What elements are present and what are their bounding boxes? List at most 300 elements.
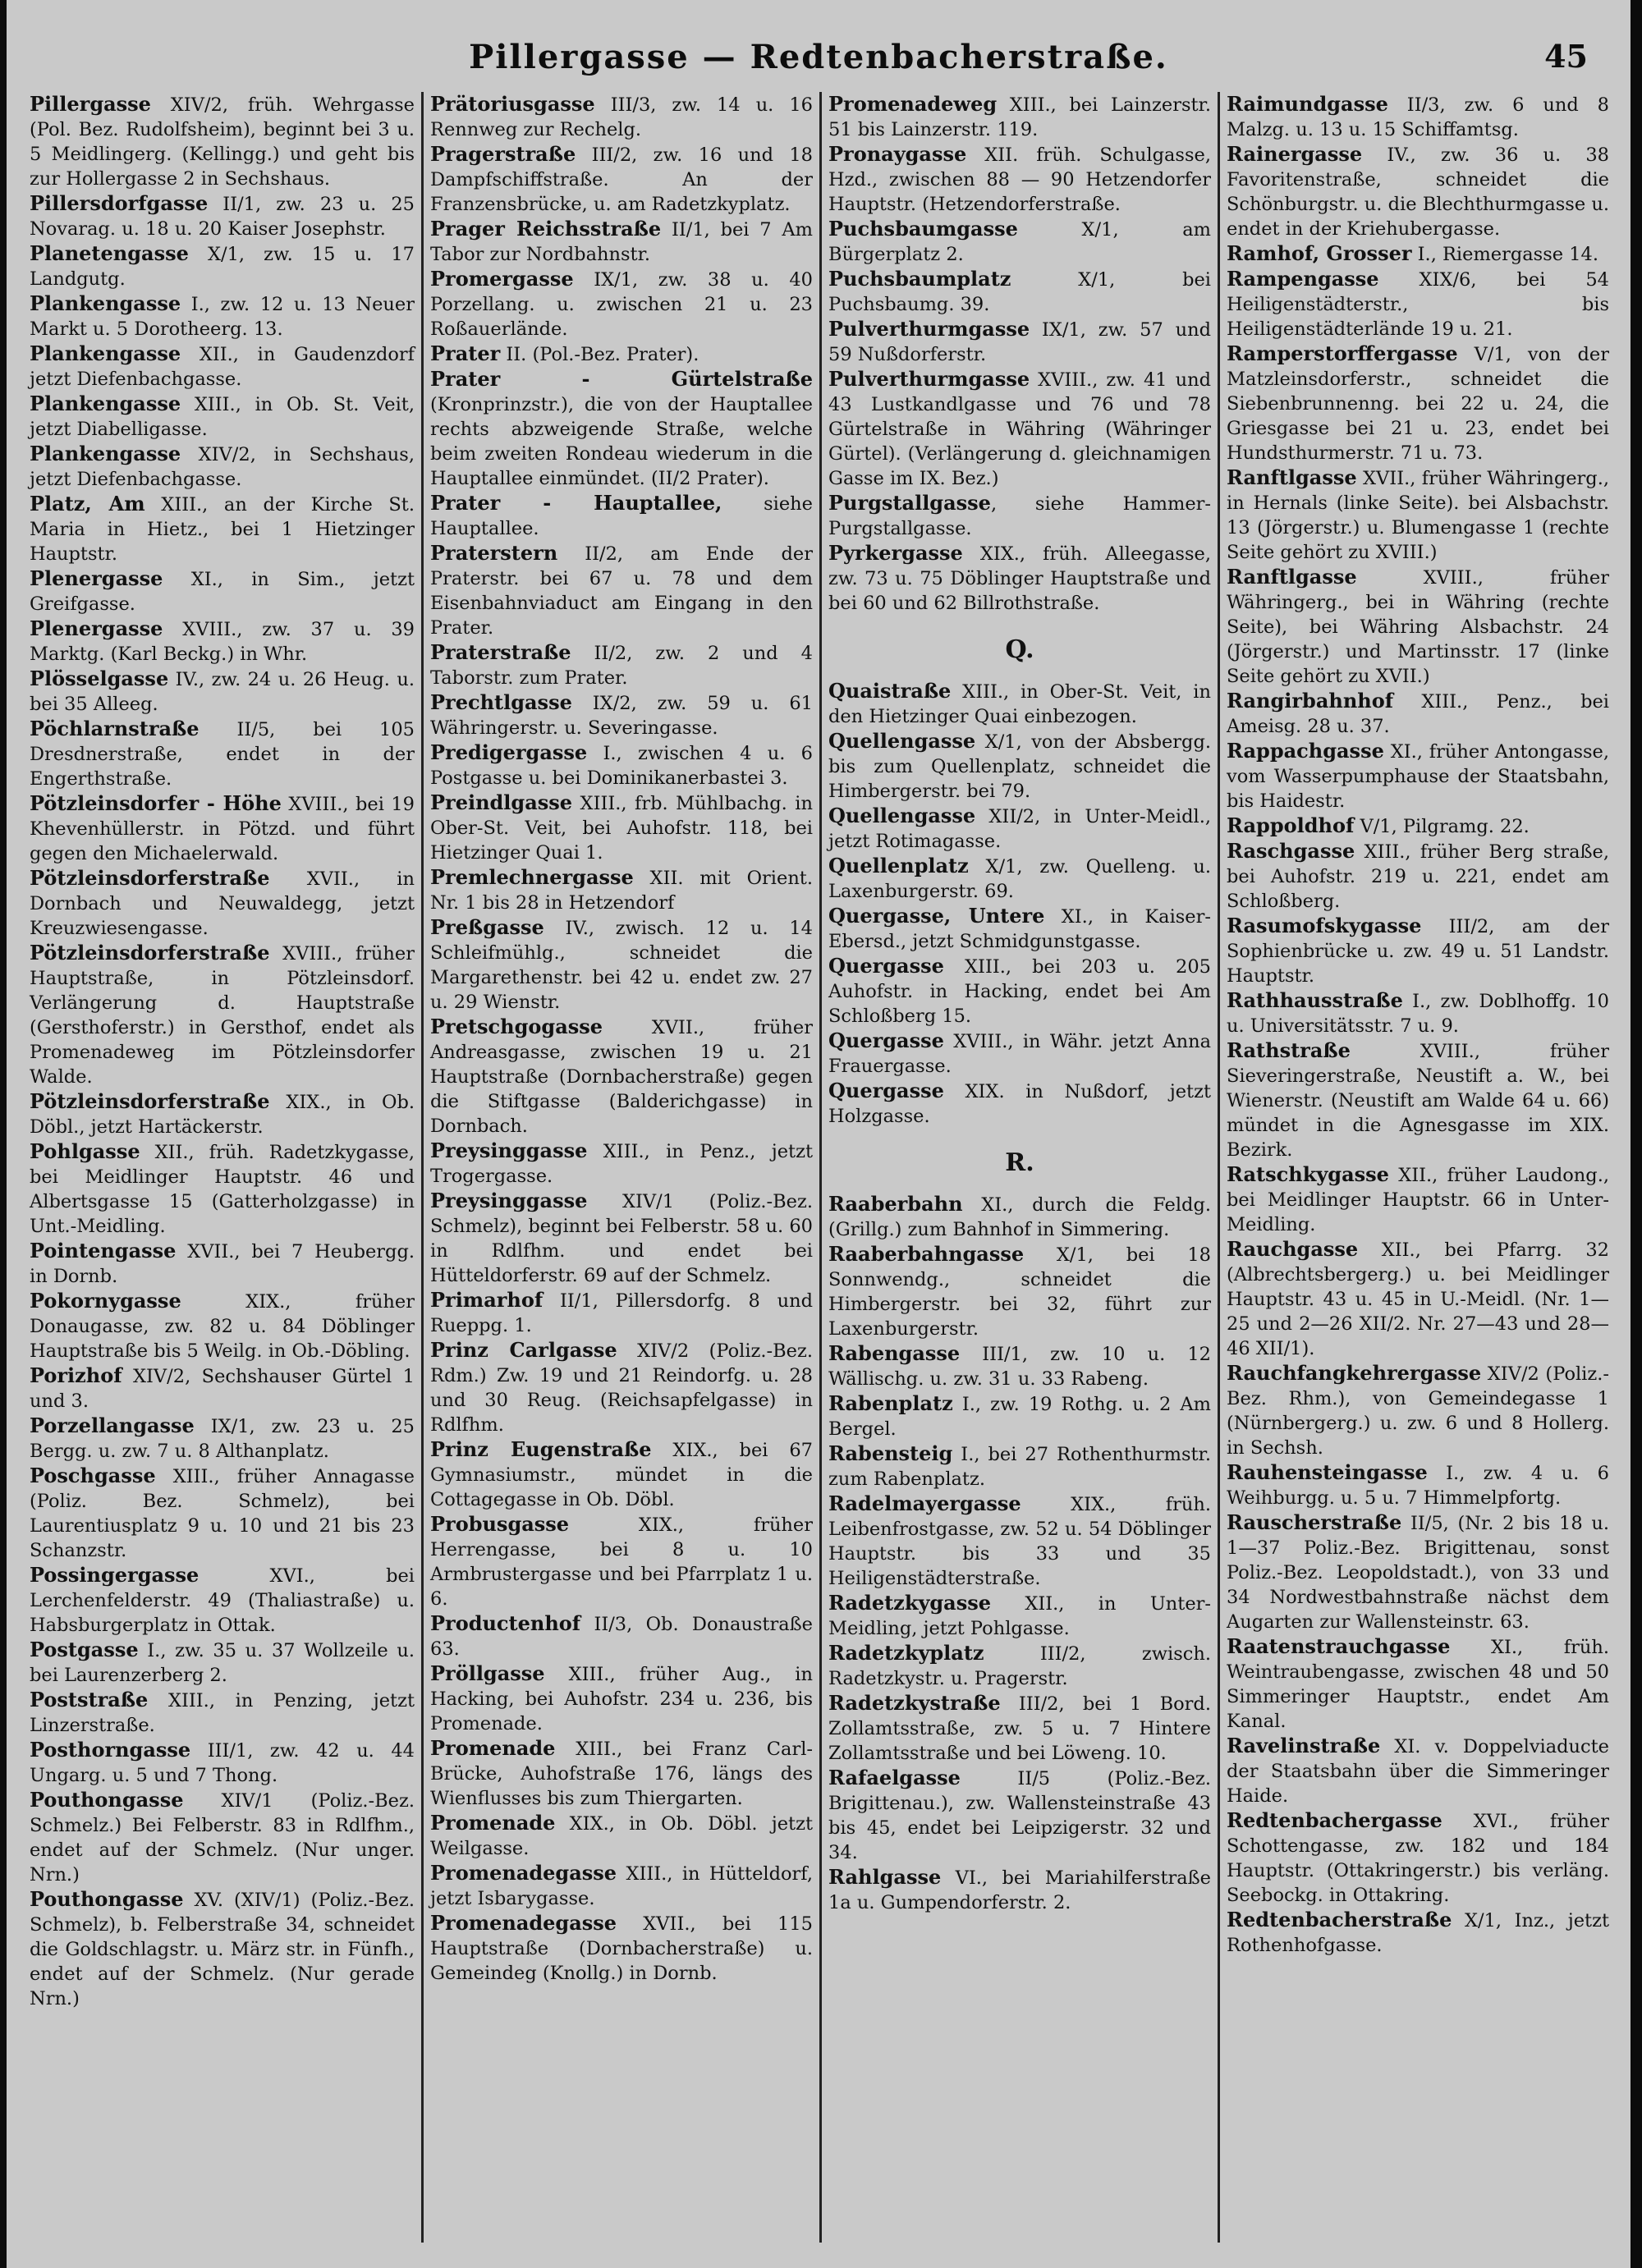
- street-description: II/5 (Poliz.-Bez. Brigittenau.), zw. Wallensteinstraße 43 bis 45, endet bei Leipzigerstr. 32 und 34.: [828, 1768, 1211, 1863]
- street-description: XVIII., früher Hauptstraße, in Pötzleinsdorf. Verlängerung d. Hauptstraße (Gersthoferstr.) in Gersthof, endet als Promenadeweg im Pötzleinsdorfer Walde.: [30, 943, 415, 1088]
- street-name: Pyrkergasse: [828, 541, 963, 565]
- street-name: Ratschkygasse: [1227, 1162, 1389, 1186]
- street-description: XII., in Gaudenzdorf jetzt Diefenbachgasse.: [30, 344, 415, 390]
- street-description: XIII., früher Berg straße, bei Auhofstr. 219 u. 221, endet am Schloßberg.: [1227, 841, 1609, 912]
- street-description: III/3, zw. 14 u. 16 Rennweg zur Rechelg.: [430, 94, 813, 140]
- street-entry: [430, 1015, 813, 1139]
- street-entry: [430, 740, 813, 790]
- street-entry: [30, 241, 415, 291]
- street-entry: [828, 1029, 1211, 1079]
- street-description: X/1, Inz., jetzt Rothenhofgasse.: [1227, 1910, 1609, 1956]
- street-name: Pulverthurmgasse: [828, 317, 1030, 341]
- street-entry: [30, 717, 415, 791]
- street-entry: [430, 1611, 813, 1661]
- street-name: Promenade: [430, 1736, 556, 1760]
- street-entry: [828, 729, 1211, 804]
- street-name: Quellengasse: [828, 804, 976, 827]
- street-entry: [30, 1688, 415, 1738]
- street-entry: [1227, 813, 1609, 839]
- street-entry: [1227, 988, 1609, 1038]
- street-entry: [1227, 1361, 1609, 1460]
- street-description: XII., früher Laudong., bei Meidlinger Hauptstr. 66 in Unter-Meidling.: [1227, 1165, 1609, 1235]
- street-name: Pötzleinsdorferstraße: [30, 1089, 270, 1113]
- street-entry: [30, 1738, 415, 1788]
- street-name: Rauscherstraße: [1227, 1510, 1402, 1534]
- street-name: Rauhensteingasse: [1227, 1460, 1428, 1484]
- street-description: XIV/2, in Sechshaus, jetzt Diefenbachgasse.: [30, 444, 415, 490]
- street-description: XIV/1 (Poliz.-Bez. Schmelz.) Bei Felberstr. 83 in Rdlfhm., endet auf der Schmelz. (Nur unger. Nrn.): [30, 1790, 415, 1885]
- street-name: Plankengasse: [30, 442, 181, 465]
- street-description: X/1, zw. 15 u. 17 Landgutg.: [30, 244, 415, 290]
- street-entry: [1227, 92, 1609, 142]
- street-entry: [30, 791, 415, 866]
- street-name: Pötzleinsdorferstraße: [30, 866, 270, 890]
- street-description: I., zw. 12 u. 13 Neuer Markt u. 5 Dorotheerg. 13.: [30, 294, 415, 340]
- street-description: XVII., in Dornbach und Neuwaldegg, jetzt Kreuzwiesengasse.: [30, 868, 415, 939]
- street-description: XIII., an der Kirche St. Maria in Hietz., bei 1 Hietzinger Hauptstr.: [30, 494, 415, 565]
- street-description: II/1, Pillersdorfg. 8 und Rueppg. 1.: [430, 1290, 813, 1336]
- street-description: I., zwischen 4 u. 6 Postgasse u. bei Dominikanerbastei 3.: [430, 743, 813, 789]
- street-entry: [1227, 1162, 1609, 1237]
- street-name: Pötzleinsdorfer - Höhe: [30, 791, 282, 815]
- street-description: XIV/2 (Poliz.-Bez. Rhm.), von Gemeindegasse 1 (Nürnbergerg.) u. zw. 6 und 8 Hollerg. in Sechsh.: [1227, 1363, 1609, 1459]
- street-name: Pointengasse: [30, 1239, 177, 1262]
- street-entry: [1227, 689, 1609, 739]
- street-description: XII., früh. Radetzkygasse, bei Meidlinger Hauptstr. 46 und Albertsgasse 15 (Gatterholzgasse) in Unt.-Meidling.: [30, 1142, 415, 1237]
- street-name: Quergasse: [828, 1029, 944, 1052]
- street-entry: [430, 92, 813, 142]
- street-entry: [1227, 341, 1609, 465]
- street-description: III/1, zw. 42 u. 44 Ungarg. u. 5 und 7 Thong.: [30, 1740, 415, 1786]
- street-description: II/5, (Nr. 2 bis 18 u. 1—37 Poliz.-Bez. Brigittenau, sonst Poliz.-Bez. Leopoldstadt.), von 33 und 34 Nordwestbahnstraße nächst dem Augarten zur Wallensteinstr. 63.: [1227, 1513, 1609, 1633]
- street-name: Promenadeweg: [828, 92, 998, 116]
- street-description: III/1, zw. 10 u. 12 Wällischg. u. zw. 31 u. 33 Rabeng.: [828, 1344, 1211, 1390]
- street-description: V/1, Pilgramg. 22.: [1354, 816, 1530, 837]
- street-entry: [1227, 1510, 1609, 1634]
- street-description: XII., in Unter-Meidling, jetzt Pohlgasse.: [828, 1593, 1211, 1639]
- street-name: Quergasse: [828, 954, 944, 978]
- street-description: XIII., Penz., bei Ameisg. 28 u. 37.: [1227, 691, 1609, 737]
- street-description: XIX., früher Herrengasse, bei 8 u. 10 Armbrustergasse und bei Pfarrplatz 1 u. 6.: [430, 1514, 813, 1610]
- street-description: XIV/2, früh. Wehrgasse (Pol. Bez. Rudolfsheim), beginnt bei 3 u. 5 Meidlingerg. (Kellingg.) und geht bis zur Hollergasse 2 in Sechshaus.: [30, 94, 415, 190]
- street-name: Rangirbahnhof: [1227, 689, 1394, 712]
- street-entry: [430, 1512, 813, 1611]
- street-name: Promergasse: [430, 267, 574, 291]
- street-description: XVIII., bei 19 Khevenhüllerstr. in Pötzd. und führt gegen den Michaelerwald.: [30, 794, 415, 864]
- street-description: II. (Pol.-Bez. Prater).: [500, 344, 699, 365]
- street-description: XII. mit Orient. Nr. 1 bis 28 in Hetzendorf: [430, 868, 813, 914]
- column-3: [819, 92, 1218, 2243]
- street-name: Raaberbahn: [828, 1192, 963, 1216]
- street-description: XIII., frb. Mühlbachg. in Ober-St. Veit, bei Auhofstr. 118, bei Hietzinger Quai 1.: [430, 793, 813, 864]
- street-entry: [828, 904, 1211, 954]
- street-name: Ravelinstraße: [1227, 1734, 1381, 1757]
- street-description: II/2, am Ende der Praterstr. bei 67 u. 78 und dem Eisenbahnviaduct am Eingang in den Prater.: [430, 543, 813, 639]
- street-name: Platz, Am: [30, 492, 145, 515]
- street-entry: [1227, 142, 1609, 241]
- street-description: X/1, von der Absbergg. bis zum Quellenplatz, schneidet die Himbergerstr. bei 79.: [828, 731, 1211, 802]
- street-description: XII. früh. Schulgasse, Hzd., zwischen 88 — 90 Hetzendorfer Hauptstr. (Hetzendorferstraße.: [828, 144, 1211, 215]
- street-name: Pragerstraße: [430, 142, 576, 166]
- street-name: Postgasse: [30, 1638, 139, 1661]
- street-entry: [430, 367, 813, 491]
- street-entry: [30, 191, 415, 241]
- street-entry: [430, 1736, 813, 1811]
- street-entry: [430, 1861, 813, 1911]
- street-entry: [828, 317, 1211, 367]
- street-description: IX/1, zw. 23 u. 25 Bergg. u. zw. 7 u. 8 Althanplatz.: [30, 1416, 415, 1462]
- street-name: Promenadegasse: [430, 1911, 617, 1935]
- street-name: Plankengasse: [30, 341, 181, 365]
- street-entry: [430, 915, 813, 1015]
- street-name: Radelmayergasse: [828, 1491, 1021, 1515]
- street-entry: [430, 1811, 813, 1861]
- street-entry: [430, 341, 813, 367]
- street-description: XIII., in Penzing, jetzt Linzerstraße.: [30, 1690, 415, 1736]
- street-name: Raaberbahngasse: [828, 1242, 1025, 1266]
- street-entry: [30, 442, 415, 492]
- street-description: XIX., früh. Alleegasse, zw. 73 u. 75 Döblinger Hauptstraße und bei 60 und 62 Billrothstraße.: [828, 543, 1211, 614]
- street-entry: [828, 217, 1211, 267]
- street-name: Radetzkygasse: [828, 1591, 992, 1615]
- street-entry: [30, 941, 415, 1089]
- street-description: XIII., in Hütteldorf, jetzt Isbarygasse.: [430, 1863, 813, 1909]
- street-entry: [30, 492, 415, 566]
- street-description: XIII., in Ober-St. Veit, in den Hietzinger Quai einbezogen.: [828, 681, 1211, 727]
- street-entry: [430, 1189, 813, 1288]
- street-name: Ramhof, Grosser: [1227, 241, 1412, 265]
- street-name: Prätoriusgasse: [430, 92, 595, 116]
- street-name: Promenade: [430, 1811, 556, 1835]
- street-entry: [828, 954, 1211, 1029]
- street-name: Prager Reichsstraße: [430, 217, 662, 241]
- street-name: Premlechnergasse: [430, 865, 634, 889]
- street-description: VI., bei Mariahilferstraße 1a u. Gumpendorferstr. 2.: [828, 1867, 1211, 1913]
- street-entry: [1227, 241, 1609, 267]
- street-name: Pillersdorfgasse: [30, 191, 209, 215]
- street-name: Productenhof: [430, 1611, 581, 1635]
- street-entry: [1227, 739, 1609, 813]
- street-entry: [828, 1491, 1211, 1591]
- street-entry: [430, 640, 813, 690]
- street-description: XVII., früher Andreasgasse, zwischen 19 u. 21 Hauptstraße (Dornbacherstraße) gegen die Stiftgasse (Balderichgasse) in Dornbach.: [430, 1017, 813, 1137]
- street-description: I., zw. 35 u. 37 Wollzeile u. bei Laurenzerberg 2.: [30, 1640, 415, 1686]
- street-name: Plenergasse: [30, 616, 163, 640]
- street-name: Redtenbacherstraße: [1227, 1908, 1452, 1931]
- section-heading: Q.: [1005, 635, 1034, 664]
- street-description: XIV/2 (Poliz.-Bez. Rdm.) Zw. 19 und 21 Reindorfg. u. 28 und 30 Reug. (Reichsapfelgasse) in Rdlfhm.: [430, 1340, 814, 1436]
- street-description: XVII., bei 7 Heubergg. in Dornb.: [30, 1241, 415, 1287]
- directory-page: [7, 0, 1631, 2268]
- street-entry: [30, 616, 415, 667]
- street-name: Raimundgasse: [1227, 92, 1388, 116]
- street-description: X/1, bei Puchsbaumg. 39.: [828, 269, 1211, 315]
- street-description: XIII., früher Aug., in Hacking, bei Auhofstr. 234 u. 236, bis Promenade.: [430, 1664, 813, 1734]
- street-entry: [30, 392, 415, 442]
- street-description: II/3, zw. 6 und 8 Malzg. u. 13 u. 15 Schiffamtsg.: [1227, 94, 1609, 140]
- street-description: IX/1, zw. 57 und 59 Nußdorferstr.: [828, 319, 1211, 365]
- street-entry: [1227, 1038, 1609, 1162]
- street-entry: [30, 1239, 415, 1289]
- street-description: XVIII., früher Währingerg., bei in Währing (rechte Seite), bei Währing Alsbachstr. 24 (Jörgerstr.) und Martinsstr. 17 (linke Seite gehört zu XVII.): [1227, 567, 1609, 687]
- street-description: I., Riemergasse 14.: [1411, 244, 1599, 265]
- street-name: Rampengasse: [1227, 267, 1379, 291]
- street-description: XIX., in Ob. Döbl. jetzt Weilgasse.: [430, 1813, 813, 1859]
- street-description: XVIII., früher Sieveringerstraße, Neustift a. W., bei Wienerstr. (Neustift am Walde 64 u. 66) mündet in die Agnesgasse im XIX. Bezirk.: [1227, 1041, 1609, 1161]
- columns: [23, 92, 1616, 2243]
- street-entry: [1227, 267, 1609, 341]
- street-description: XIX. in Nußdorf, jetzt Holzgasse.: [828, 1081, 1211, 1127]
- street-description: V/1, von der Matzleinsdorferstr., schneidet die Siebenbrunnenng. bei 22 u. 24, die Griesgasse bei 21 u. 23, endet bei Hundsthurmerstr. 71 u. 73.: [1227, 344, 1609, 464]
- street-description: I., zw. 19 Rothg. u. 2 Am Bergel.: [828, 1394, 1211, 1440]
- street-entry: [828, 1079, 1211, 1129]
- street-name: Promenadegasse: [430, 1861, 617, 1885]
- street-description: XIX., bei 67 Gymnasiumstr., mündet in die Cottagegasse in Ob. Döbl.: [430, 1440, 813, 1510]
- street-name: Praterstern: [430, 541, 558, 565]
- street-entry: [430, 1288, 813, 1338]
- street-description: XIX., in Ob. Döbl., jetzt Hartäckerstr.: [30, 1092, 415, 1138]
- street-entry: [828, 1192, 1211, 1242]
- street-entry: [30, 866, 415, 941]
- street-entry: [1227, 1460, 1609, 1510]
- street-name: Raatenstrauchgasse: [1227, 1634, 1451, 1658]
- street-entry: [828, 142, 1211, 217]
- street-name: Rathstraße: [1227, 1038, 1351, 1062]
- street-entry: [828, 541, 1211, 616]
- street-entry: [1227, 1734, 1609, 1808]
- street-name: Rappachgasse: [1227, 739, 1384, 763]
- street-name: Prechtlgasse: [430, 690, 572, 714]
- street-name: Prater - Gürtelstraße: [430, 367, 813, 391]
- street-description: I., bei 27 Rothenthurmstr. zum Rabenplatz.: [828, 1444, 1211, 1490]
- page-header: [7, 34, 1631, 84]
- street-name: Porzellangasse: [30, 1413, 195, 1437]
- street-entry: [430, 1139, 813, 1189]
- street-description: II/1, bei 7 Am Tabor zur Nordbahnstr.: [430, 219, 814, 265]
- street-name: Pronaygasse: [828, 142, 967, 166]
- street-entry: [30, 1464, 415, 1563]
- street-description: XVII., bei 115 Hauptstraße (Dornbacherstraße) u. Gemeindeg (Knollg.) in Dornb.: [430, 1913, 813, 1984]
- street-description: XV. (XIV/1) (Poliz.-Bez. Schmelz), b. Felberstraße 34, schneidet die Goldschlagstr. u. März str. in Fünfh., endet auf der Schmelz. (Nur gerade Nrn.): [30, 1890, 415, 2009]
- street-entry: [430, 790, 813, 865]
- street-name: Quergasse, Untere: [828, 904, 1045, 928]
- street-entry: [1227, 1237, 1609, 1361]
- street-description: XIV/1 (Poliz.-Bez. Schmelz), beginnt bei Felberstr. 58 u. 60 in Rdlfhm. und endet bei Hütteldorferstr. 69 auf der Schmelz.: [430, 1191, 813, 1286]
- street-name: Preysinggasse: [430, 1189, 588, 1212]
- street-description: XIII., bei Franz Carl-Brücke, Auhofstraße 176, längs des Wienflusses bis zum Thiergarten.: [430, 1739, 813, 1809]
- street-entry: [30, 92, 415, 191]
- street-description: XVI., bei Lerchenfelderstr. 49 (Thaliastraße) u. Habsburgerplatz in Ottak.: [30, 1565, 415, 1636]
- street-description: XIV/2, Sechshauser Gürtel 1 und 3.: [30, 1366, 415, 1412]
- street-description: XVIII., zw. 41 und 43 Lustkandlgasse und 76 und 78 Gürtelstraße in Währing (Währinger Gürtel). (Verlängerung d. gleichnamigen Gasse im IX. Bez.): [828, 369, 1211, 489]
- street-description: III/2, zwisch. Radetzkystr. u. Pragerstr.: [828, 1643, 1211, 1689]
- street-description: XIII., bei Lainzerstr. 51 bis Lainzerstr. 119.: [828, 94, 1211, 140]
- street-name: Radetzkyplatz: [828, 1641, 984, 1665]
- street-name: Quergasse: [828, 1079, 944, 1102]
- street-entry: [430, 267, 813, 341]
- street-entry: [1227, 914, 1609, 988]
- street-description: XI. v. Doppelviaducte der Staatsbahn über die Simmeringer Haide.: [1227, 1736, 1609, 1807]
- street-entry: [430, 491, 813, 541]
- street-entry: [1227, 1908, 1609, 1958]
- street-entry: [430, 690, 813, 740]
- street-name: Predigergasse: [430, 740, 588, 764]
- street-entry: [30, 1289, 415, 1363]
- street-name: Rainergasse: [1227, 142, 1363, 166]
- street-entry: [1227, 465, 1609, 565]
- street-entry: [30, 1887, 415, 2011]
- street-name: Prinz Carlgasse: [430, 1338, 617, 1362]
- street-name: Pretschgogasse: [430, 1015, 603, 1038]
- street-name: Puchsbaumplatz: [828, 267, 1011, 291]
- street-description: XVII., früher Währingerg., in Hernals (linke Seite). bei Alsbachstr. 13 (Jörgerstr.) u. Blumengasse 1 (rechte Seite gehört zu XVIII.): [1227, 468, 1609, 563]
- street-entry: [430, 541, 813, 640]
- street-entry: [828, 1641, 1211, 1691]
- street-entry: [828, 92, 1211, 142]
- street-entry: [30, 1363, 415, 1413]
- street-name: Plenergasse: [30, 566, 163, 590]
- street-entry: [430, 1437, 813, 1512]
- street-entry: [30, 1563, 415, 1638]
- street-entry: [828, 679, 1211, 729]
- street-description: XI., in Sim., jetzt Greifgasse.: [30, 569, 415, 615]
- street-name: Rathhausstraße: [1227, 988, 1403, 1012]
- street-name: Rauchgasse: [1227, 1237, 1359, 1261]
- street-name: Pouthongasse: [30, 1887, 184, 1911]
- street-entry: [30, 291, 415, 341]
- street-description: IV., zw. 36 u. 38 Favoritenstraße, schneidet die Schönburgstr. u. die Blechthurmgasse u. endet in der Kriehubergasse.: [1227, 144, 1609, 240]
- section-heading: R.: [1005, 1148, 1034, 1177]
- street-name: Preßgasse: [430, 915, 544, 939]
- street-name: Pötzleinsdorferstraße: [30, 941, 270, 964]
- street-description: XVIII., zw. 37 u. 39 Marktg. (Karl Beckg.) in Whr.: [30, 619, 415, 665]
- street-name: Rabenplatz: [828, 1391, 953, 1415]
- street-description: IV., zw. 24 u. 26 Heug. u. bei 35 Alleeg.: [30, 669, 415, 715]
- street-description: X/1, zw. Quelleng. u. Laxenburgerstr. 69.: [828, 856, 1211, 902]
- street-description: II/3, Ob. Donaustraße 63.: [430, 1614, 813, 1660]
- street-entry: [828, 1242, 1211, 1341]
- street-description: X/1, bei 18 Sonnwendg., schneidet die Himbergerstr. bei 32, führt zur Laxenburgerstr.: [828, 1244, 1211, 1340]
- street-name: Ramperstorffergasse: [1227, 341, 1458, 365]
- street-description: XII/2, in Unter-Meidl., jetzt Rotimagasse.: [828, 806, 1211, 852]
- street-entry: [30, 341, 415, 392]
- street-name: Plankengasse: [30, 291, 181, 315]
- street-description: XIX., früh. Leibenfrostgasse, zw. 52 u. 54 Döblinger Hauptstr. bis 33 und 35 Heiligenstädterstraße.: [828, 1494, 1211, 1589]
- street-name: Pouthongasse: [30, 1788, 184, 1812]
- street-name: Plösselgasse: [30, 667, 169, 690]
- street-description: I., zw. Doblhoffg. 10 u. Universitätsstr. 7 u. 9.: [1227, 991, 1609, 1037]
- street-description: IX/1, zw. 38 u. 40 Porzellang. u. zwischen 21 u. 23 Roßauerlände.: [430, 269, 813, 340]
- street-name: Rauchfangkehrergasse: [1227, 1361, 1482, 1385]
- street-description: XIX/6, bei 54 Heiligenstädterstr., bis Heiligenstädterlände 19 u. 21.: [1227, 269, 1609, 340]
- street-description: , siehe Hammer-Purgstallgasse.: [828, 493, 1211, 539]
- street-entry: [430, 1661, 813, 1736]
- running-head: Pillergasse — Redtenbacherstraße.: [469, 38, 1168, 76]
- street-name: Rasumofskygasse: [1227, 914, 1422, 937]
- street-name: Rafaelgasse: [828, 1766, 961, 1789]
- street-name: Pohlgasse: [30, 1139, 140, 1163]
- street-name: Ranftlgasse: [1227, 565, 1357, 589]
- street-name: Plankengasse: [30, 392, 181, 415]
- street-description: XIII., in Ob. St. Veit, jetzt Diabelligasse.: [30, 394, 415, 440]
- street-name: Raschgasse: [1227, 839, 1355, 863]
- street-entry: [430, 1338, 813, 1437]
- street-entry: [828, 1391, 1211, 1441]
- street-description: III/2, bei 1 Bord. Zollamtsstraße, zw. 5 u. 7 Hintere Zollamtsstraße und bei Löweng. 10.: [828, 1693, 1211, 1764]
- street-description: XIII., bei 203 u. 205 Auhofstr. in Hacking, endet bei Am Schloßberg 15.: [828, 956, 1211, 1027]
- street-entry: [1227, 1808, 1609, 1908]
- street-description: XVI., früher Schottengasse, zw. 182 und 184 Hauptstr. (Ottakringerstr.) bis verläng. Seebockg. in Ottakring.: [1227, 1811, 1609, 1906]
- street-entry: [1227, 1634, 1609, 1734]
- street-description: XVIII., in Währ. jetzt Anna Frauergasse.: [828, 1031, 1211, 1077]
- street-description: XI., durch die Feldg. (Grillg.) zum Bahnhof in Simmering.: [828, 1194, 1211, 1240]
- street-name: Redtenbachergasse: [1227, 1808, 1442, 1832]
- street-entry: [828, 1341, 1211, 1391]
- street-entry: [1227, 565, 1609, 689]
- street-name: Rabensteig: [828, 1441, 953, 1465]
- street-name: Pillergasse: [30, 92, 151, 116]
- street-entry: [30, 566, 415, 616]
- street-name: Quaistraße: [828, 679, 952, 703]
- street-description: XII., bei Pfarrg. 32 (Albrechtsbergerg.) u. bei Meidlinger Hauptstr. 43 u. 45 in U.-Meidl. (Nr. 1—25 und 2—26 XII/2. Nr. 27—43 und 28—46 XII/1).: [1227, 1239, 1609, 1359]
- street-entry: [30, 667, 415, 717]
- street-name: Possingergasse: [30, 1563, 200, 1587]
- street-name: Puchsbaumgasse: [828, 217, 1018, 241]
- street-description: III/2, am der Sophienbrücke u. zw. 49 u. 51 Landstr. Hauptstr.: [1227, 916, 1609, 987]
- street-name: Poststraße: [30, 1688, 149, 1711]
- street-name: Prater: [430, 341, 501, 365]
- street-description: XIII., früher Annagasse (Poliz. Bez. Schmelz), bei Laurentiusplatz 9 u. 10 und 21 bis 23 Schanzstr.: [30, 1466, 415, 1561]
- column-4: [1218, 92, 1616, 2243]
- street-name: Porizhof: [30, 1363, 122, 1387]
- column-2: [421, 92, 819, 2243]
- street-entry: [30, 1413, 415, 1464]
- street-description: II/2, zw. 2 und 4 Taborstr. zum Prater.: [430, 643, 813, 689]
- street-name: Pulverthurmgasse: [828, 367, 1030, 391]
- street-name: Quellenplatz: [828, 854, 969, 877]
- street-description: XI., früher Antongasse, vom Wasserpumphause der Staatsbahn, bis Haidestr.: [1227, 741, 1609, 812]
- street-entry: [828, 491, 1211, 541]
- street-name: Preysinggasse: [430, 1139, 588, 1162]
- column-1: [23, 92, 421, 2243]
- street-description: IX/2, zw. 59 u. 61 Währingerstr. u. Severingasse.: [430, 693, 813, 739]
- street-entry: [1227, 839, 1609, 914]
- street-description: II/1, zw. 23 u. 25 Novarag. u. 18 u. 20 Kaiser Josephstr.: [30, 194, 415, 240]
- street-description: XIII., in Penz., jetzt Trogergasse.: [430, 1141, 813, 1187]
- street-name: Planetengasse: [30, 241, 189, 265]
- street-name: Poschgasse: [30, 1464, 156, 1487]
- street-description: I., zw. 4 u. 6 Weihburgg. u. 5 u. 7 Himmelpfortg.: [1227, 1463, 1609, 1509]
- street-name: Rabengasse: [828, 1341, 961, 1365]
- street-name: Purgstallgasse: [828, 491, 991, 515]
- street-entry: [30, 1788, 415, 1887]
- street-entry: [30, 1089, 415, 1139]
- street-description: XI., früh. Weintraubengasse, zwischen 48 und 50 Simmeringer Hauptstr., endet Am Kanal.: [1227, 1637, 1609, 1732]
- street-description: XI., in Kaiser-Ebersd., jetzt Schmidgunstgasse.: [828, 906, 1211, 952]
- street-name: Prinz Eugenstraße: [430, 1437, 652, 1461]
- street-entry: [828, 1766, 1211, 1865]
- street-entry: [828, 804, 1211, 854]
- street-name: Preindlgasse: [430, 790, 573, 814]
- street-name: Probusgasse: [430, 1512, 570, 1536]
- street-description: siehe Hauptallee.: [430, 493, 813, 539]
- street-name: Rappoldhof: [1227, 813, 1355, 837]
- street-name: Primarhof: [430, 1288, 544, 1312]
- street-entry: [30, 1638, 415, 1688]
- street-entry: [828, 1441, 1211, 1491]
- street-description: IV., zwisch. 12 u. 14 Schleifmühlg., schneidet die Margarethenstr. bei 42 u. endet zw. 27 u. 29 Wienstr.: [430, 918, 813, 1013]
- street-description: (Kronprinzstr.), die von der Hauptallee rechts abzweigende Straße, welche beim zweiten Rondeau wiederum in die Hauptallee einmündet. (II/2 Prater).: [430, 394, 813, 489]
